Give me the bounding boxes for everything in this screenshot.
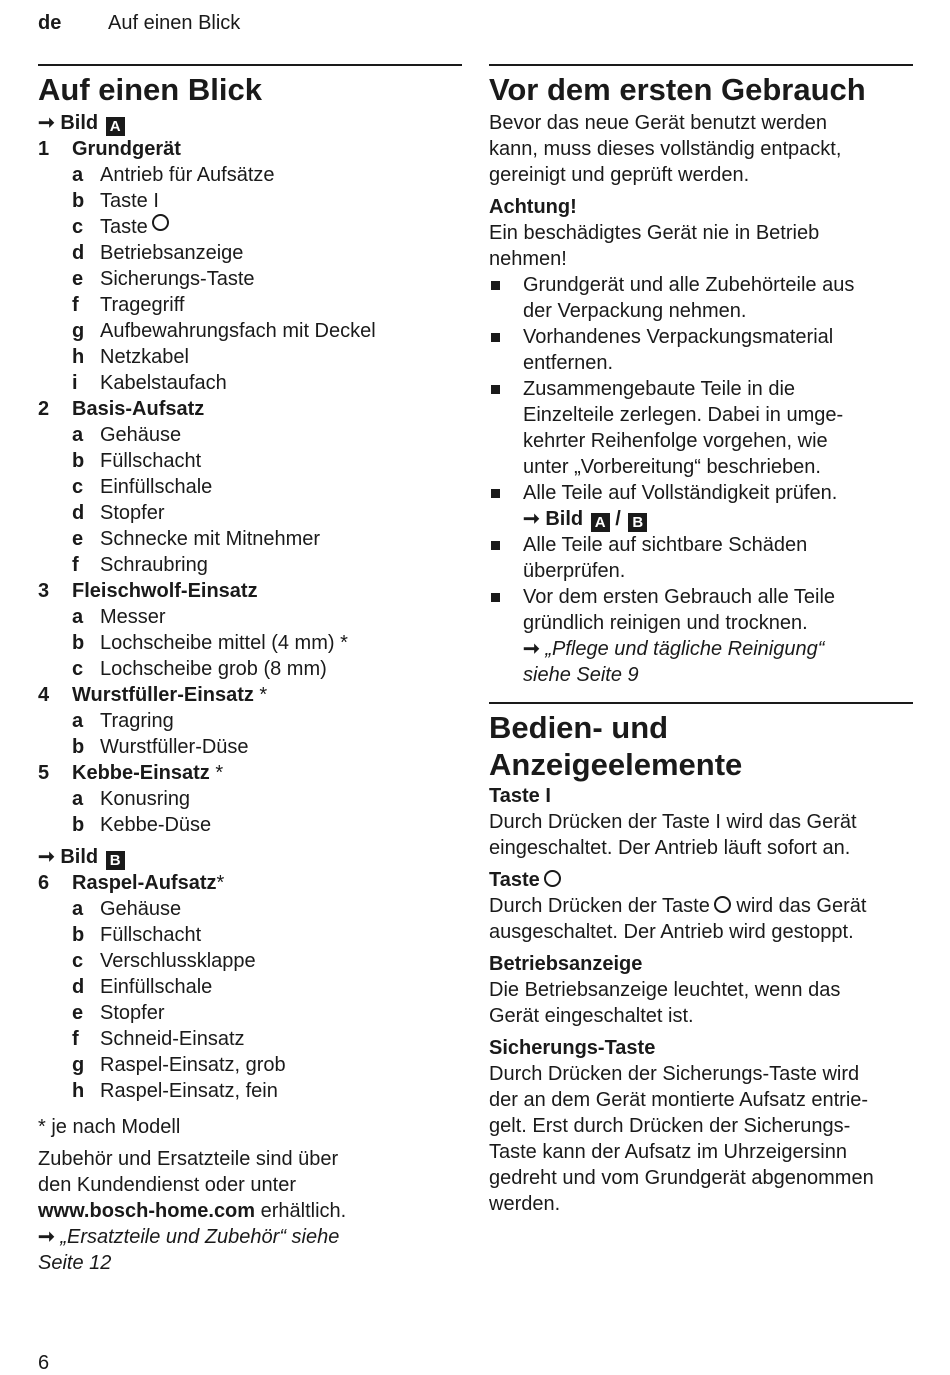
item-text: Konusring	[100, 788, 191, 810]
warning-text	[489, 220, 913, 272]
bullet-line: entfernen.	[523, 352, 614, 374]
text-line: eingeschaltet. Der Antrieb läuft sofort an.	[489, 837, 851, 859]
item-letter: b	[72, 190, 85, 212]
item-letter: b	[72, 632, 85, 654]
indicator-text	[489, 977, 913, 1029]
group-title-suffix: *	[216, 872, 225, 894]
group-title-text: Grundgerät	[72, 138, 181, 160]
group-title	[72, 870, 224, 896]
item-letter: f	[72, 554, 79, 576]
item-letter: g	[72, 320, 85, 342]
item-text: Füllschacht	[100, 924, 202, 946]
list-item	[38, 422, 462, 448]
circle-off-icon	[152, 214, 169, 231]
group-heading	[38, 760, 462, 786]
bullet-line: Grundgerät und alle Zubehörteile aus	[523, 274, 855, 296]
list-item	[38, 974, 462, 1000]
group-title	[72, 396, 204, 422]
text-line: der an dem Gerät montierte Aufsatz entrie-	[489, 1089, 869, 1111]
group-title-text: Fleischwolf-Einsatz	[72, 580, 258, 602]
bild-label: Bild	[545, 508, 584, 530]
square-bullet-icon	[489, 376, 523, 480]
warning-title: Achtung!	[489, 196, 577, 218]
list-item	[38, 552, 462, 578]
bullet-line: überprüfen.	[523, 560, 626, 582]
item-text: Einfüllschale	[100, 976, 213, 998]
list-item	[38, 318, 462, 344]
bullet-text	[523, 324, 833, 376]
list-item	[38, 922, 462, 948]
list-item	[38, 948, 462, 974]
item-letter: c	[72, 950, 84, 972]
item-text: Taste I	[100, 190, 159, 212]
item-text: Sicherungs-Taste	[100, 268, 255, 290]
text-line: Bevor das neue Gerät benutzt werden	[489, 112, 827, 134]
item-text: Raspel-Einsatz, fein	[100, 1080, 278, 1102]
item-text: Füllschacht	[100, 450, 202, 472]
square-bullet-icon	[489, 272, 523, 324]
item-letter: b	[72, 814, 85, 836]
bullet-line: unter „Vorbereitung“ beschrieben.	[523, 456, 821, 478]
bullet-text	[523, 272, 854, 324]
item-text: Wurstfüller-Düse	[100, 736, 249, 758]
cross-ref-page: siehe Seite 9	[523, 664, 639, 686]
accessory-text-2: den Kundendienst oder unter	[38, 1174, 296, 1196]
item-text: Taste	[100, 216, 148, 238]
list-item	[38, 786, 462, 812]
group-heading	[38, 870, 462, 896]
group-number: 3	[38, 580, 50, 602]
figure-b-badge: B	[106, 851, 125, 870]
section-heading: Vor dem ersten Gebrauch	[489, 72, 866, 107]
item-text: Gehäuse	[100, 424, 182, 446]
running-title: Auf einen Blick	[108, 12, 241, 34]
bullet-text	[523, 532, 807, 584]
bullet-text	[523, 376, 843, 480]
bullet-line: Zusammengebaute Teile in die	[523, 378, 796, 400]
figure-a-badge: A	[106, 117, 125, 136]
square-bullet-icon	[489, 324, 523, 376]
arrow-right-icon: ➞	[523, 508, 540, 530]
text-line: werden.	[489, 1193, 561, 1215]
figure-a-badge: A	[591, 513, 610, 532]
arrow-right-icon: ➞	[38, 112, 55, 134]
item-text: Schneid-Einsatz	[100, 1028, 245, 1050]
off-text-a: Durch Drücken der Taste	[489, 895, 710, 917]
bullet-line: gründlich reinigen und trocknen.	[523, 612, 808, 634]
item-text: Stopfer	[100, 1002, 165, 1024]
item-text: Gehäuse	[100, 898, 182, 920]
bullet-line: Vor dem ersten Gebrauch alle Teile	[523, 586, 836, 608]
figure-ref-ab	[489, 506, 913, 532]
item-letter: c	[72, 216, 84, 238]
item-letter: e	[72, 268, 84, 290]
item-text: Kebbe-Düse	[100, 814, 212, 836]
cross-ref-care	[489, 636, 913, 662]
cross-ref-text: „Ersatzteile und Zubehör“ siehe	[60, 1226, 340, 1248]
list-item	[38, 656, 462, 682]
list-item	[38, 292, 462, 318]
footnote: * je nach Modell	[38, 1116, 181, 1138]
item-letter: e	[72, 1002, 84, 1024]
square-bullet-icon	[489, 480, 523, 506]
accessory-text-1: Zubehör und Ersatzteile sind über	[38, 1148, 339, 1170]
page-header	[38, 12, 240, 35]
bullet-line: der Verpackung nehmen.	[523, 300, 747, 322]
group-title-suffix: *	[209, 762, 224, 784]
section-rule	[489, 702, 913, 704]
item-letter: a	[72, 710, 84, 732]
item-letter: i	[72, 372, 78, 394]
list-item	[38, 474, 462, 500]
bullet-line: Alle Teile auf Vollständigkeit prüfen.	[523, 482, 838, 504]
text-line: Durch Drücken der Taste I wird das Gerät	[489, 811, 857, 833]
item-text: Schnecke mit Mitnehmer	[100, 528, 321, 550]
list-item	[38, 1026, 462, 1052]
item-text: Lochscheibe mittel (4 mm) *	[100, 632, 348, 654]
off-button-title	[489, 867, 913, 893]
list-item	[38, 448, 462, 474]
item-text: Kabelstaufach	[100, 372, 227, 394]
on-button-text	[489, 809, 913, 861]
item-letter: b	[72, 450, 85, 472]
bullet-item	[489, 532, 913, 584]
off-button-label: Taste	[489, 869, 540, 891]
text-line: Taste kann der Aufsatz im Uhrzeigersinn	[489, 1141, 847, 1163]
list-item	[38, 526, 462, 552]
bullet-line: Alle Teile auf sichtbare Schäden	[523, 534, 808, 556]
cross-ref-text: „Pflege und tägliche Reinigung“	[545, 638, 825, 660]
parts-list-a	[38, 136, 462, 838]
parts-list-b	[38, 870, 462, 1104]
text-line: Durch Drücken der Sicherungs-Taste wird	[489, 1063, 860, 1085]
item-letter: a	[72, 606, 84, 628]
bullet-line: Vorhandenes Verpackungsmaterial	[523, 326, 834, 348]
item-letter: c	[72, 476, 84, 498]
list-item	[38, 240, 462, 266]
item-text: Antrieb für Aufsätze	[100, 164, 275, 186]
item-text: Tragegriff	[100, 294, 185, 316]
bild-separator: /	[609, 508, 627, 530]
list-item	[38, 1078, 462, 1104]
list-item	[38, 812, 462, 838]
item-letter: d	[72, 976, 85, 998]
list-item	[38, 630, 462, 656]
group-number: 5	[38, 762, 50, 784]
item-letter: a	[72, 164, 84, 186]
cross-ref-1	[38, 1224, 462, 1250]
item-text: Raspel-Einsatz, grob	[100, 1054, 286, 1076]
group-number: 2	[38, 398, 50, 420]
safety-button-text	[489, 1061, 913, 1217]
item-letter: a	[72, 788, 84, 810]
square-bullet-icon	[489, 584, 523, 636]
item-letter: f	[72, 1028, 79, 1050]
group-title-text: Wurstfüller-Einsatz	[72, 684, 254, 706]
list-item	[38, 344, 462, 370]
off-button-text-1	[489, 893, 913, 919]
on-button-title: Taste I	[489, 785, 551, 807]
group-title-suffix: *	[253, 684, 268, 706]
bullet-line: kehrter Reihenfolge vorgehen, wie	[523, 430, 828, 452]
item-text: Verschlussklappe	[100, 950, 256, 972]
figure-ref-a	[38, 110, 462, 136]
right-column	[489, 64, 913, 1217]
text-line: nehmen!	[489, 248, 567, 270]
bullet-text	[523, 480, 837, 506]
bild-label: Bild	[60, 846, 99, 868]
bullet-item	[489, 272, 913, 324]
group-title-text: Raspel-Aufsatz	[72, 872, 217, 894]
list-item	[38, 708, 462, 734]
group-title-text: Basis-Aufsatz	[72, 398, 205, 420]
item-text: Lochscheibe grob (8 mm)	[100, 658, 327, 680]
group-title	[72, 682, 267, 708]
group-heading	[38, 136, 462, 162]
list-item	[38, 214, 462, 240]
intro-paragraph	[489, 110, 913, 188]
group-title	[72, 760, 223, 786]
item-letter: d	[72, 242, 85, 264]
circle-off-icon	[544, 870, 561, 887]
bullet-line: Einzelteile zerlegen. Dabei in umge-	[523, 404, 844, 426]
section-rule	[489, 64, 913, 66]
text-line: kann, muss dieses vollständig entpackt,	[489, 138, 842, 160]
item-letter: a	[72, 424, 84, 446]
page-number: 6	[38, 1352, 50, 1374]
figure-b-badge: B	[628, 513, 647, 532]
text-line: gelt. Erst durch Drücken der Sicherungs-	[489, 1115, 851, 1137]
group-number: 6	[38, 872, 50, 894]
item-letter: h	[72, 346, 85, 368]
item-text: Schraubring	[100, 554, 208, 576]
bullet-item	[489, 480, 913, 506]
left-column	[38, 64, 462, 1276]
accessory-text-3	[38, 1198, 462, 1224]
heading-line-2: Anzeigeelemente	[489, 747, 743, 782]
list-item	[38, 896, 462, 922]
list-item	[38, 162, 462, 188]
bullet-item	[489, 376, 913, 480]
figure-ref-b	[38, 844, 462, 870]
group-heading	[38, 396, 462, 422]
item-letter: d	[72, 502, 85, 524]
item-text: Aufbewahrungsfach mit Deckel	[100, 320, 376, 342]
accessory-suffix: erhältlich.	[255, 1200, 347, 1222]
text-line: Die Betriebsanzeige leuchtet, wenn das	[489, 979, 841, 1001]
bullet-item	[489, 324, 913, 376]
text-line: Ein beschädigtes Gerät nie in Betrieb	[489, 222, 820, 244]
circle-off-icon	[714, 896, 731, 913]
bosch-url-link[interactable]: www.bosch-home.com	[38, 1200, 256, 1222]
list-item	[38, 500, 462, 526]
group-heading	[38, 578, 462, 604]
group-heading	[38, 682, 462, 708]
safety-button-title: Sicherungs-Taste	[489, 1037, 656, 1059]
item-text: Netzkabel	[100, 346, 189, 368]
item-letter: e	[72, 528, 84, 550]
text-line: gereinigt und geprüft werden.	[489, 164, 750, 186]
bullet-text	[523, 584, 835, 636]
bild-label: Bild	[60, 112, 99, 134]
arrow-right-icon: ➞	[523, 638, 540, 660]
bullet-list-2	[489, 532, 913, 636]
item-text: Messer	[100, 606, 166, 628]
item-letter: h	[72, 1080, 85, 1102]
bullet-item	[489, 584, 913, 636]
cross-ref-2: Seite 12	[38, 1252, 112, 1274]
heading-line-1: Bedien- und	[489, 710, 669, 745]
item-letter: f	[72, 294, 79, 316]
group-title	[72, 136, 181, 162]
arrow-right-icon: ➞	[38, 1226, 55, 1248]
list-item	[38, 266, 462, 292]
item-letter: c	[72, 658, 84, 680]
list-item	[38, 734, 462, 760]
list-item	[38, 1052, 462, 1078]
list-item	[38, 370, 462, 396]
indicator-title: Betriebsanzeige	[489, 953, 643, 975]
item-letter: a	[72, 898, 84, 920]
group-title-text: Kebbe-Einsatz	[72, 762, 210, 784]
list-item	[38, 604, 462, 630]
item-text: Stopfer	[100, 502, 165, 524]
group-number: 4	[38, 684, 50, 706]
item-letter: b	[72, 736, 85, 758]
item-letter: g	[72, 1054, 85, 1076]
list-item	[38, 1000, 462, 1026]
text-line: gedreht und vom Grundgerät abgenommen	[489, 1167, 874, 1189]
section-heading: Auf einen Blick	[38, 72, 262, 107]
item-text: Betriebsanzeige	[100, 242, 244, 264]
group-number: 1	[38, 138, 50, 160]
section-rule	[38, 64, 462, 66]
group-title	[72, 578, 258, 604]
item-letter: b	[72, 924, 85, 946]
item-text: Einfüllschale	[100, 476, 213, 498]
bullet-list	[489, 272, 913, 506]
text-line: Gerät eingeschaltet ist.	[489, 1005, 694, 1027]
list-item	[38, 188, 462, 214]
off-text-b: wird das Gerät	[730, 895, 867, 917]
item-text: Tragring	[100, 710, 174, 732]
section-heading	[489, 709, 913, 783]
arrow-right-icon: ➞	[38, 846, 55, 868]
language-code: de	[38, 12, 62, 34]
off-button-text-2: ausgeschaltet. Der Antrieb wird gestoppt.	[489, 921, 854, 943]
square-bullet-icon	[489, 532, 523, 584]
